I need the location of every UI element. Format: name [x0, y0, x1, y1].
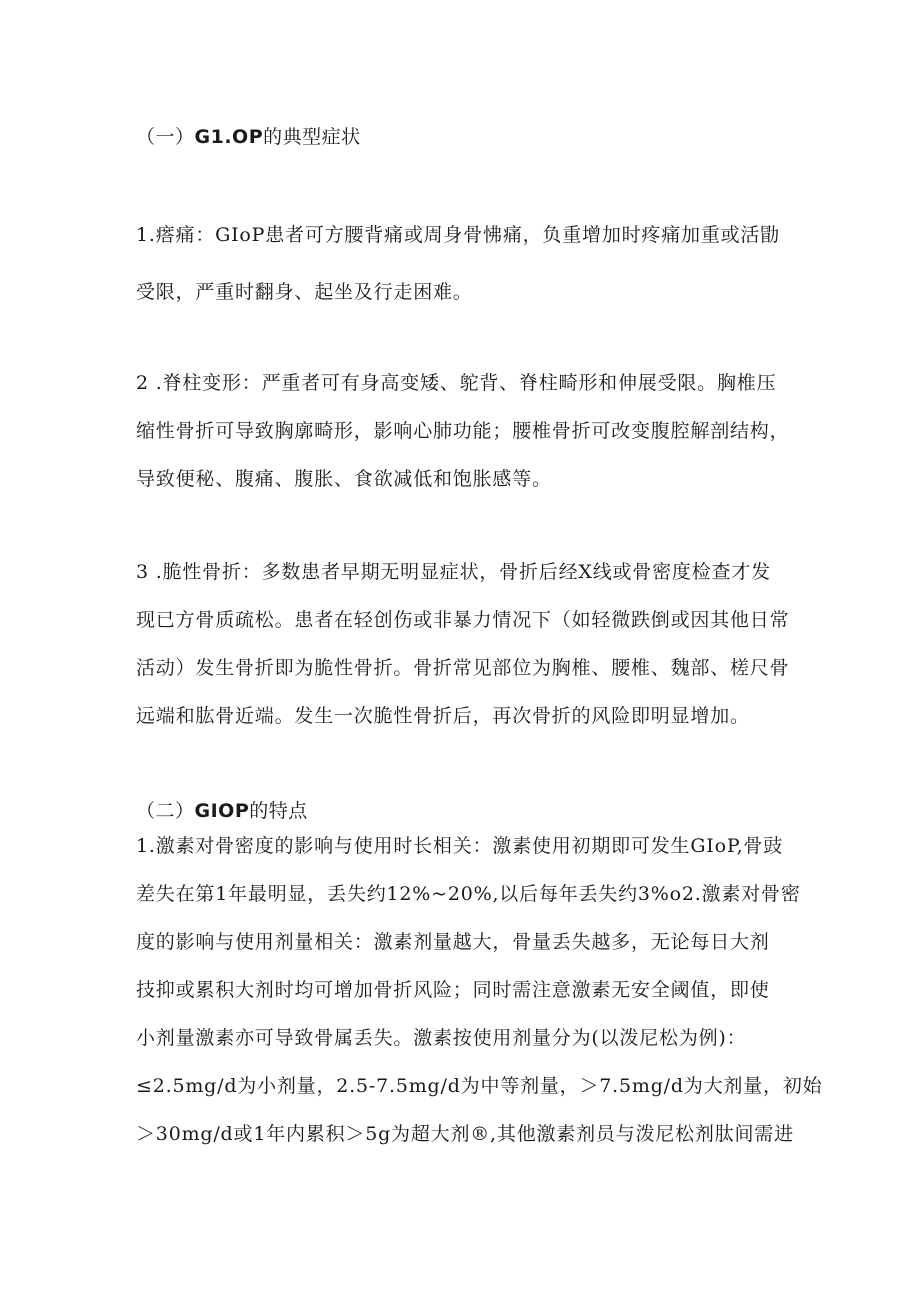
- text-line: 差失在第1年最明显，丢失约12%~20%,以后每年丢失约3%o2.激素对骨密: [136, 883, 801, 905]
- text-line: 1.瘩痛：GIoP患者可方腰背痛或周身骨怫痛，负重增加时疼痛加重或活勖: [136, 224, 781, 246]
- paragraph-fragility-fracture: [136, 557, 796, 749]
- section-heading-1: [136, 122, 361, 149]
- paragraph-hormone-effects: [136, 822, 823, 1158]
- text-line: 度的影响与使用剂量相关：激素剂量越大，骨量丢失越多，无论每日大剂: [136, 931, 770, 953]
- text-line: 技抑或累积大剂时均可增加骨折风险；同时需注意激素无安全阈值，即使: [136, 979, 770, 1001]
- heading-suffix: 的特点: [249, 800, 308, 822]
- section-heading-2: [136, 796, 308, 823]
- text-line: 受限，严重时翻身、起坐及行走困难。: [136, 281, 473, 303]
- paragraph-spine-deformity: [136, 368, 796, 512]
- text-line: ＞30mg/d或1年内累积＞5g为超大剂®,其他激素剂员与泼尼松剂肽间需进: [136, 1123, 794, 1145]
- heading-suffix: 的典型症状: [263, 126, 361, 148]
- text-line: 1.激素对骨密度的影响与使用时长相关：激素使用初期即可发生GIoP,骨豉: [136, 835, 784, 857]
- text-line: 2 .脊柱变形：严重者可有身高变矮、鸵背、脊柱畸形和伸展受限。胸椎压: [136, 372, 777, 394]
- heading-term: G1.OP: [194, 126, 264, 148]
- text-line: 活动）发生骨折即为脆性骨折。骨折常见部位为胸椎、腰椎、魏部、槎尺骨: [136, 657, 790, 679]
- heading-prefix: （一）: [136, 126, 195, 148]
- text-line: 3 .脆性骨折：多数患者早期无明显症状，骨折后经X线或骨密度检查才发: [136, 561, 771, 583]
- text-line: 缩性骨折可导致胸廓畸形，影响心肺功能；腰椎骨折可改变腹腔解剖结构，: [136, 420, 790, 442]
- text-line: 导致便秘、腹痛、腹胀、食欲减低和饱胀感等。: [136, 468, 552, 490]
- text-line: 小剂量激素亦可导致骨属丢失。激素按使用剂量分为(以泼尼松为例)：: [136, 1027, 747, 1049]
- text-line: ≤2.5mg/d为小剂量，2.5-7.5mg/d为中等剂量，＞7.5mg/d为大剂量，初始: [136, 1075, 823, 1097]
- text-line: 远端和肱骨近端。发生一次脆性骨折后，再次骨折的风险即明显增加。: [136, 705, 750, 727]
- text-line: 现已方骨质疏松。患者在轻创伤或非暴力情况下（如轻微跌倒或因其他日常: [136, 609, 790, 631]
- heading-prefix: （二）: [136, 800, 195, 822]
- paragraph-pain: [136, 220, 796, 334]
- heading-term: GIOP: [194, 800, 250, 822]
